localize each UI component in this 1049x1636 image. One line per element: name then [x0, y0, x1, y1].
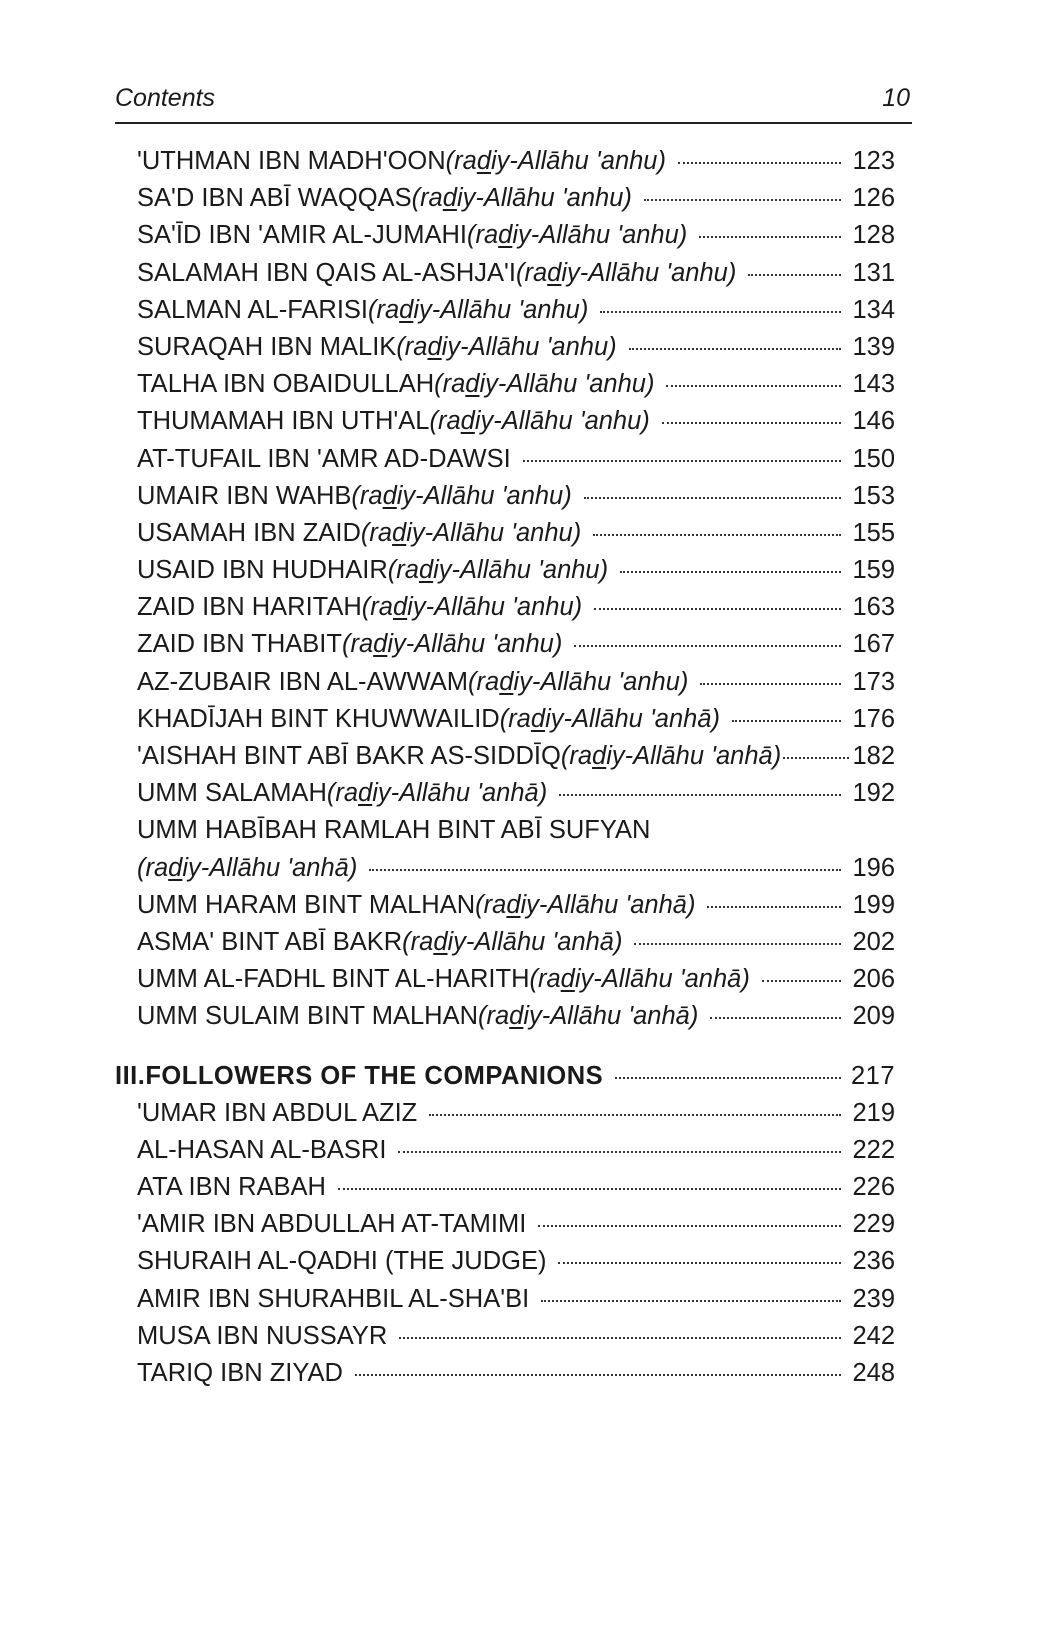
- running-header: [115, 80, 912, 124]
- dot-leader: [620, 571, 841, 573]
- entry-page-number: 206: [852, 965, 895, 994]
- toc-entry: [137, 1359, 895, 1396]
- entry-title: UMM AL-FADHL BINT AL-HARITH: [137, 965, 530, 994]
- dot-leader: [523, 460, 841, 462]
- entry-page-number: 236: [852, 1247, 895, 1276]
- toc-entry: [137, 742, 895, 779]
- dot-leader: [594, 608, 841, 610]
- entry-title: ASMA' BINT ABĪ BAKR: [137, 927, 403, 956]
- toc-entry: [137, 221, 895, 258]
- toc-entry: [137, 1136, 895, 1173]
- entry-title: UMM HARAM BINT MALHAN: [137, 890, 476, 919]
- entry-title: AMIR IBN SHURAHBIL AL-SHA'BI: [137, 1284, 530, 1313]
- entry-title: AL-HASAN AL-BASRI: [137, 1135, 387, 1164]
- entry-title: AZ-ZUBAIR IBN AL-AWWAM: [137, 667, 469, 696]
- header-title: Contents: [115, 84, 216, 112]
- entry-page-number: 202: [852, 927, 895, 956]
- entry-page-number: 182: [852, 742, 895, 770]
- entry-page-number: 163: [852, 593, 895, 622]
- toc-entry-first-line: [137, 816, 895, 853]
- entry-page-number: 150: [852, 444, 895, 473]
- entry-page-number: 242: [852, 1321, 895, 1350]
- dot-leader: [369, 869, 841, 871]
- entry-honorific: (radiy-Allāhu 'anhā): [326, 779, 548, 808]
- toc-entry: [137, 370, 895, 407]
- entry-page-number: 134: [852, 295, 895, 324]
- entry-honorific: (radiy-Allāhu 'anhā): [529, 965, 750, 994]
- entry-title: 'AISHAH BINT ABĪ BAKR AS-SIDDĪQ: [137, 742, 561, 770]
- entry-title: TALHA IBN OBAIDULLAH: [137, 370, 435, 399]
- dot-leader: [399, 1337, 841, 1339]
- entry-honorific: (radiy-Allāhu 'anhu): [396, 332, 617, 361]
- dot-leader: [699, 236, 841, 238]
- entry-page-number: 248: [852, 1359, 895, 1387]
- section-title: III.FOLLOWERS OF THE COMPANIONS: [115, 1061, 604, 1090]
- toc-entry: [137, 519, 895, 556]
- entry-honorific: (radiy-Allāhu 'anhu): [351, 481, 572, 510]
- dot-leader: [762, 980, 841, 982]
- dot-leader: [541, 1300, 841, 1302]
- dot-leader: [678, 162, 841, 164]
- entry-title: UMAIR IBN WAHB: [137, 481, 352, 510]
- dot-leader: [584, 497, 841, 499]
- toc-entry: [137, 482, 895, 519]
- dot-leader: [338, 1188, 841, 1190]
- entry-page-number: 123: [852, 147, 895, 175]
- dot-leader: [748, 274, 841, 276]
- entry-title: USAID IBN HUDHAIR: [137, 556, 388, 585]
- toc-entry: [137, 1322, 895, 1359]
- entry-page-number: 131: [852, 258, 895, 287]
- dot-leader: [538, 1225, 841, 1227]
- toc-entry: [137, 556, 895, 593]
- dot-leader: [732, 720, 841, 722]
- entry-page-number: 173: [852, 667, 895, 696]
- entry-page-number: 176: [852, 704, 895, 733]
- toc-entry: [137, 965, 895, 1002]
- toc-entry: [137, 1210, 895, 1247]
- toc-entry: [137, 928, 895, 965]
- toc-entry: [137, 891, 895, 928]
- entry-honorific: (radiy-Allāhu 'anhu): [434, 370, 655, 399]
- dot-leader: [600, 311, 841, 313]
- dot-leader: [559, 794, 841, 796]
- entry-title: ATA IBN RABAH: [137, 1173, 326, 1202]
- entry-honorific: (radiy-Allāhu 'anhu): [429, 407, 650, 436]
- toc-entry: [137, 1099, 895, 1136]
- entry-page-number: 139: [852, 332, 895, 361]
- dot-leader: [615, 1077, 841, 1079]
- entry-honorific: (radiy-Allāhu 'anhu): [368, 295, 589, 324]
- dot-leader: [593, 534, 841, 536]
- entry-title: UMM HABĪBAH RAMLAH BINT ABĪ SUFYAN: [137, 816, 651, 845]
- dot-leader: [644, 199, 841, 201]
- dot-leader: [710, 1017, 841, 1019]
- toc-entry: [137, 668, 895, 705]
- dot-leader: [629, 348, 841, 350]
- dot-leader: [398, 1151, 841, 1153]
- entry-page-number: 226: [852, 1173, 895, 1202]
- dot-leader: [574, 645, 841, 647]
- dot-leader: [662, 422, 841, 424]
- entry-honorific: (radiy-Allāhu 'anhu): [360, 518, 582, 547]
- entry-page-number: 159: [852, 556, 895, 585]
- entry-page-number: 143: [852, 370, 895, 399]
- entry-honorific: (radiy-Allāhu 'anhu): [361, 593, 583, 622]
- entry-honorific: (radiy-Allāhu 'anhā): [137, 853, 358, 882]
- entry-title: SA'ĪD IBN 'AMIR AL-JUMAHI: [137, 221, 467, 250]
- entry-title: UMM SALAMAH: [137, 779, 327, 808]
- toc-entry: [137, 296, 895, 333]
- toc-entry: [137, 705, 895, 742]
- toc-entry: [137, 1285, 895, 1322]
- entry-page-number: 239: [852, 1284, 895, 1313]
- entry-title: ZAID IBN HARITAH: [137, 593, 362, 622]
- entry-title: MUSA IBN NUSSAYR: [137, 1321, 388, 1350]
- entry-title: KHADĪJAH BINT KHUWWAILID: [137, 704, 500, 733]
- toc-entry: [137, 630, 895, 667]
- entry-honorific: (radiy-Allāhu 'anhā): [475, 890, 696, 919]
- dot-leader: [634, 943, 841, 945]
- section-heading: [115, 1062, 895, 1099]
- dot-leader: [707, 906, 841, 908]
- toc-entry: [137, 147, 895, 184]
- entry-page-number: 126: [852, 184, 895, 213]
- entry-honorific: (radiy-Allāhu 'anhu): [411, 184, 632, 213]
- toc-entry: [137, 1247, 895, 1284]
- entry-title: 'UMAR IBN ABDUL AZIZ: [137, 1098, 418, 1127]
- entry-title: UMM SULAIM BINT MALHAN: [137, 1002, 478, 1031]
- entry-honorific: (radiy-Allāhu 'anhu): [516, 258, 737, 287]
- toc-entry: [137, 184, 895, 221]
- entry-page-number: 167: [852, 630, 895, 659]
- dot-leader: [429, 1114, 841, 1116]
- entry-title: AT-TUFAIL IBN 'AMR AD-DAWSI: [137, 444, 511, 473]
- entry-honorific: (radiy-Allāhu 'anhu): [387, 556, 609, 585]
- header-page-number: 10: [882, 84, 910, 112]
- toc-entry: [137, 445, 895, 482]
- toc-entry: [137, 407, 895, 444]
- entry-honorific: (radiy-Allāhu 'anhu): [341, 630, 563, 659]
- table-of-contents: [115, 147, 895, 1396]
- entry-title: THUMAMAH IBN UTH'AL: [137, 407, 430, 436]
- toc-entry: [137, 1002, 895, 1039]
- entry-title: 'UTHMAN IBN MADH'OON: [137, 147, 446, 175]
- entry-title: USAMAH IBN ZAID: [137, 518, 361, 547]
- entry-honorific: (radiy-Allāhu 'anhu): [468, 667, 689, 696]
- entry-honorific: (radiy-Allāhu 'anhā): [499, 704, 721, 733]
- entry-title: ZAID IBN THABIT: [137, 630, 342, 659]
- entry-honorific: (radiy-Allāhu 'anhu): [466, 221, 688, 250]
- entry-title: SALAMAH IBN QAIS AL-ASHJA'I: [137, 258, 516, 287]
- entry-honorific: (radiy-Allāhu 'anhā): [560, 742, 782, 770]
- entry-title: TARIQ IBN ZIYAD: [137, 1359, 343, 1387]
- entry-page-number: 219: [852, 1098, 895, 1127]
- toc-entry: [137, 259, 895, 296]
- entry-page-number: 128: [852, 221, 895, 250]
- entry-title: SALMAN AL-FARISI: [137, 295, 368, 324]
- dot-leader: [783, 757, 849, 759]
- dot-leader: [666, 385, 841, 387]
- toc-entry: [137, 854, 895, 891]
- entry-page-number: 229: [852, 1210, 895, 1239]
- toc-entry: [137, 333, 895, 370]
- section-page-number: 217: [850, 1061, 895, 1090]
- entry-page-number: 146: [852, 407, 895, 436]
- entry-page-number: 199: [852, 890, 895, 919]
- entry-title: SURAQAH IBN MALIK: [137, 332, 397, 361]
- entry-page-number: 196: [852, 853, 895, 882]
- entry-honorific: (radiy-Allāhu 'anhu): [445, 147, 666, 175]
- dot-leader: [355, 1374, 841, 1376]
- entry-honorific: (radiy-Allāhu 'anhā): [402, 927, 623, 956]
- toc-entry: [137, 779, 895, 816]
- entry-title: 'AMIR IBN ABDULLAH AT-TAMIMI: [137, 1210, 527, 1239]
- entry-title: SHURAIH AL-QADHI (THE JUDGE): [137, 1247, 547, 1276]
- dot-leader: [558, 1262, 841, 1264]
- entry-page-number: 222: [852, 1135, 895, 1164]
- toc-entry: [137, 1173, 895, 1210]
- dot-leader: [700, 683, 841, 685]
- entry-honorific: (radiy-Allāhu 'anhā): [478, 1002, 699, 1031]
- entry-page-number: 192: [852, 779, 895, 808]
- toc-entry: [137, 593, 895, 630]
- entry-page-number: 153: [852, 481, 895, 510]
- entry-page-number: 209: [852, 1002, 895, 1031]
- entry-page-number: 155: [852, 518, 895, 547]
- entry-title: SA'D IBN ABĪ WAQQAS: [137, 184, 412, 213]
